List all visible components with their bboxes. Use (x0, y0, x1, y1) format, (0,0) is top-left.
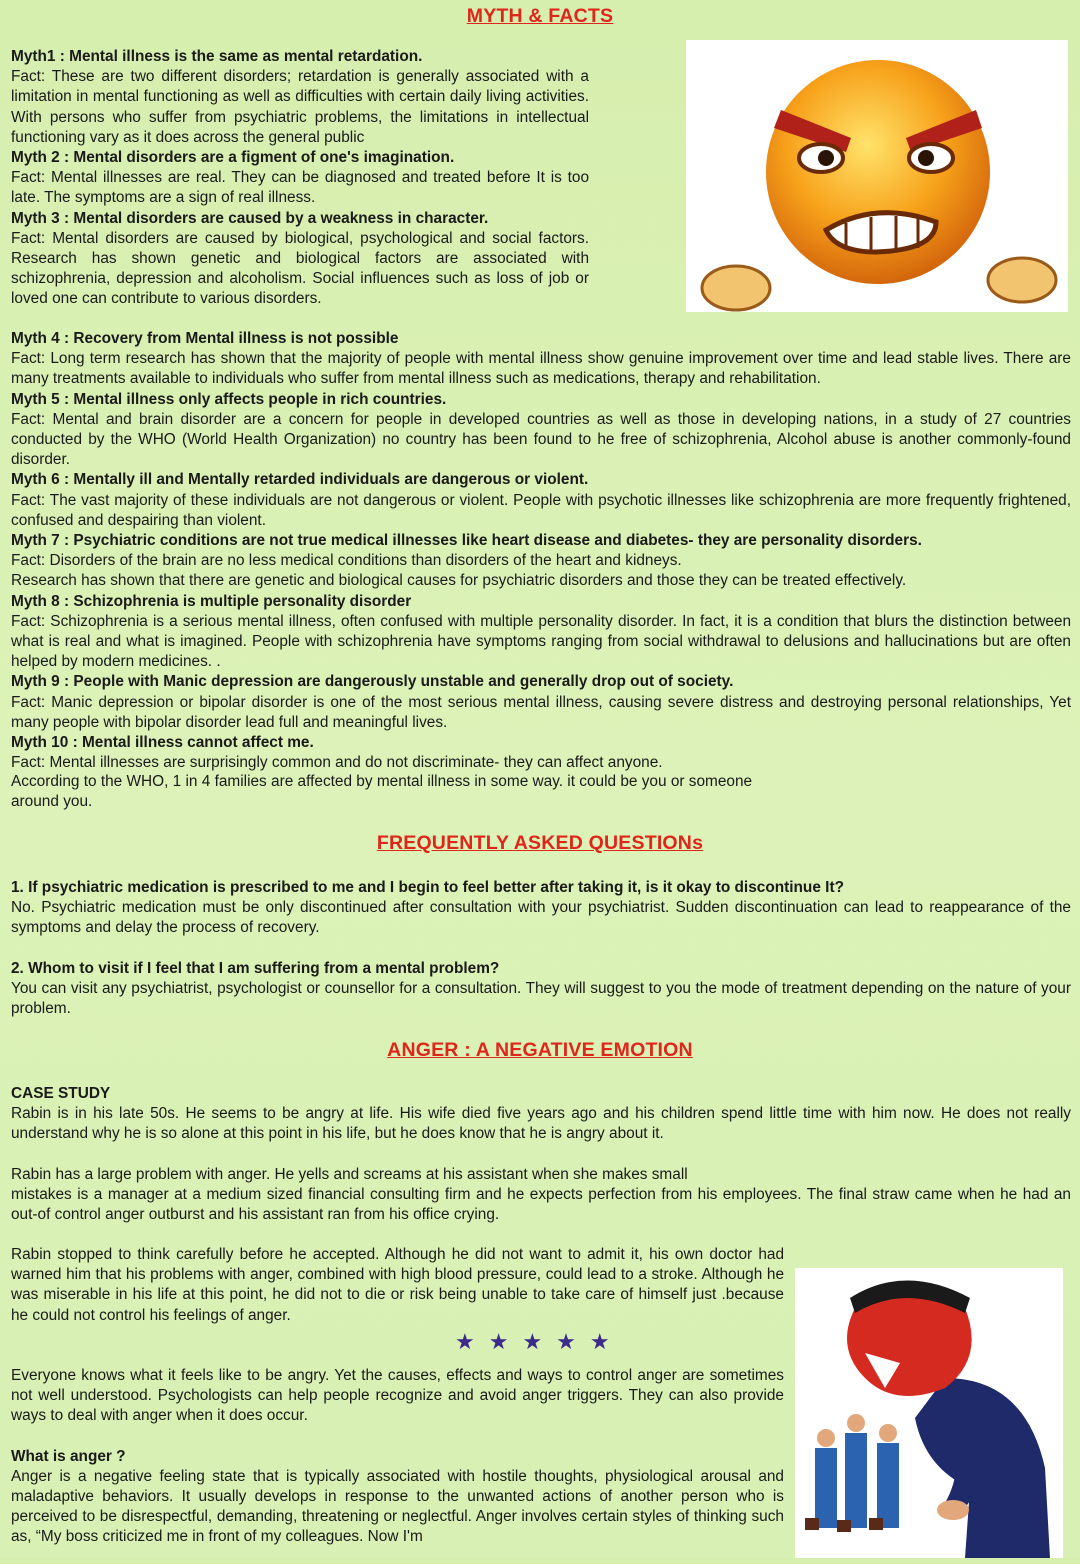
anger-heading: ANGER : A NEGATIVE EMOTION (387, 1039, 693, 1061)
case-study-section (11, 1084, 1071, 1225)
myth-7-title: Myth 7 : Psychiatric conditions are not true medical illnesses like heart disease and diabetes- they are personality disorders. (11, 532, 922, 550)
myth-9-fact: Fact: Manic depression or bipolar disorder is one of the most serious mental illness, causing severe distress and destroying personal relationships, Yet many people with bipolar disorder lead full and meaningful lives. (11, 693, 1071, 731)
myth-facts-heading: MYTH & FACTS (466, 5, 614, 27)
faq-section (11, 878, 1071, 1019)
angry-boss-image (795, 1268, 1063, 1558)
case-study-title: CASE STUDY (11, 1085, 111, 1102)
anger-body-section (11, 1245, 784, 1326)
myth-5-fact: Fact: Mental and brain disorder are a concern for people in developed countries as well as those in developing nations, in a study of 27 countries conducted by the WHO (World Health Organization) no country has been found to he free of schizophrenia, Alcohol abuse is another commonly-found disorder. (11, 410, 1071, 469)
myth-2-fact: Fact: Mental illnesses are real. They can be diagnosed and treated before It is too late. The symptoms are a sign of real illness. (11, 169, 589, 207)
myth-7-fact: Fact: Disorders of the brain are no less medical conditions than disorders of the heart and kidneys. (11, 552, 682, 570)
faq-heading: FREQUENTLY ASKED QUESTIONs (376, 832, 704, 854)
myth-3-fact: Fact: Mental disorders are caused by biological, psychological and social factors. Research has shown genetic and biological factors are associated with schizophrenia, depression and alcoholism. Social influences such as loss of job or loved one can contribute to various disorders. (11, 229, 589, 308)
myth-3-title: Myth 3 : Mental disorders are caused by a weakness in character. (11, 209, 489, 227)
myth-8-title: Myth 8 : Schizophrenia is multiple personality disorder (11, 592, 412, 610)
angry-emoji-image (686, 40, 1068, 312)
anger-p5: Anger is a negative feeling state that is typically associated with hostile thoughts, physiological arousal and maladaptive behaviors. It usually develops in response to the unwanted actions of another person who is perceived to be disrespectful, demanding, threatening or neglectful. Anger involves certain styles of thinking such as, “My boss criticized me in front of my colleagues. Now I'm (11, 1467, 784, 1546)
myth-10-fact: Fact: Mental illnesses are surprisingly common and do not discriminate- they can affect anyone. (11, 754, 663, 772)
case-study-p1: Rabin is in his late 50s. He seems to be angry at life. His wife died five years ago and his children spend little time with him now. He does not really understand why he is so alone at this point in his life, but he does know that he is angry about it. (11, 1105, 1071, 1143)
myth-6-fact: Fact: The vast majority of these individuals are not dangerous or violent. People with psychotic illnesses like schizophrenia are more frequently frightened, confused and despairing than violent. (11, 491, 1071, 529)
myth-8-fact: Fact: Schizophrenia is a serious mental illness, often confused with multiple personality disorder. In fact, it is a condition that blurs the distinction between what is real and what is imagined. People with schizophrenia have symptoms ranging from social withdrawal to delusions and hallucinations but are often helped by modern medicines. . (11, 612, 1071, 671)
myth-1-fact: Fact: These are two different disorders; retardation is generally associated with a limitation in mental functioning as well as difficulties with certain daily living activities. With persons who suffer from psychiatric problems, the limitations in intellectual functioning vary as it does across the general public (11, 68, 589, 146)
faq-answer-2: You can visit any psychiatrist, psychologist or counsellor for a consultation. They will suggest to you the mode of treatment depending on the nature of your problem. (11, 979, 1071, 1018)
what-is-anger-title: What is anger ? (11, 1447, 126, 1465)
myth-4-title: Myth 4 : Recovery from Mental illness is not possible (11, 330, 399, 347)
myth-2-title: Myth 2 : Mental disorders are a figment of one's imagination. (11, 149, 455, 167)
case-study-p3: Rabin stopped to think carefully before he accepted. Although he did not want to admit it, his own doctor had warned him that his problems with anger, combined with high blood pressure, could lead to a stroke. Although he was miserable in his life at this point, he did not to die or risk being unable to take care of himself just .because he could not control his feelings of anger. (11, 1246, 784, 1324)
myth-10-fact-2: According to the WHO, 1 in 4 families are affected by mental illness in some way. it could be you or someone around you. (11, 773, 753, 811)
faq-question-1: 1. If psychiatric medication is prescribed to me and I begin to feel better after taking it, is it okay to discontinue It? (11, 879, 844, 896)
anger-p4: Everyone knows what it feels like to be angry. Yet the causes, effects and ways to control anger are sometimes not well understood. Psychologists can help people recognize and avoid anger triggers. They can also provide ways to deal with anger when it does occur. (11, 1367, 784, 1425)
myth-10-title: Myth 10 : Mental illness cannot affect me. (11, 734, 314, 752)
myth-7-fact-2: Research has shown that there are genetic and biological causes for psychiatric disorders and those they can be treated effectively. (11, 572, 907, 590)
myth-6-title: Myth 6 : Mentally ill and Mentally retarded individuals are dangerous or violent. (11, 471, 589, 489)
myths-section (11, 47, 589, 310)
case-study-p2b: mistakes is a manager at a medium sized financial consulting firm and he expects perfection from his employees. The final straw came when he had an out-of control anger outburst and his assistant ran from his office crying. (11, 1185, 1071, 1224)
myth-4-fact: Fact: Long term research has shown that the majority of people with mental illness show genuine improvement over time and lead stable lives. There are many treatments available to individuals who suffer from mental illness such as medications, therapy and rehabilitation. (11, 350, 1071, 388)
faq-answer-1: No. Psychiatric medication must be only discontinued after consultation with your psychiatrist. Sudden discontinuation can lead to reappearance of the symptoms and delay the process of recovery. (11, 899, 1071, 937)
anger-explain-section (11, 1366, 784, 1548)
faq-question-2: 2. Whom to visit if I feel that I am suffering from a mental problem? (11, 959, 500, 977)
myth-9-title: Myth 9 : People with Manic depression are dangerously unstable and generally drop out of society. (11, 673, 734, 691)
myth-1-title: Myth1 : Mental illness is the same as mental retardation. (11, 48, 423, 65)
star-divider: ★★★★★ (455, 1329, 624, 1354)
myths-section-full (11, 329, 1071, 773)
case-study-p2a: Rabin has a large problem with anger. He yells and screams at his assistant when she makes small (11, 1165, 688, 1183)
myth-10-fact-2-wrap (11, 772, 771, 812)
myth-5-title: Myth 5 : Mental illness only affects people in rich countries. (11, 390, 447, 408)
